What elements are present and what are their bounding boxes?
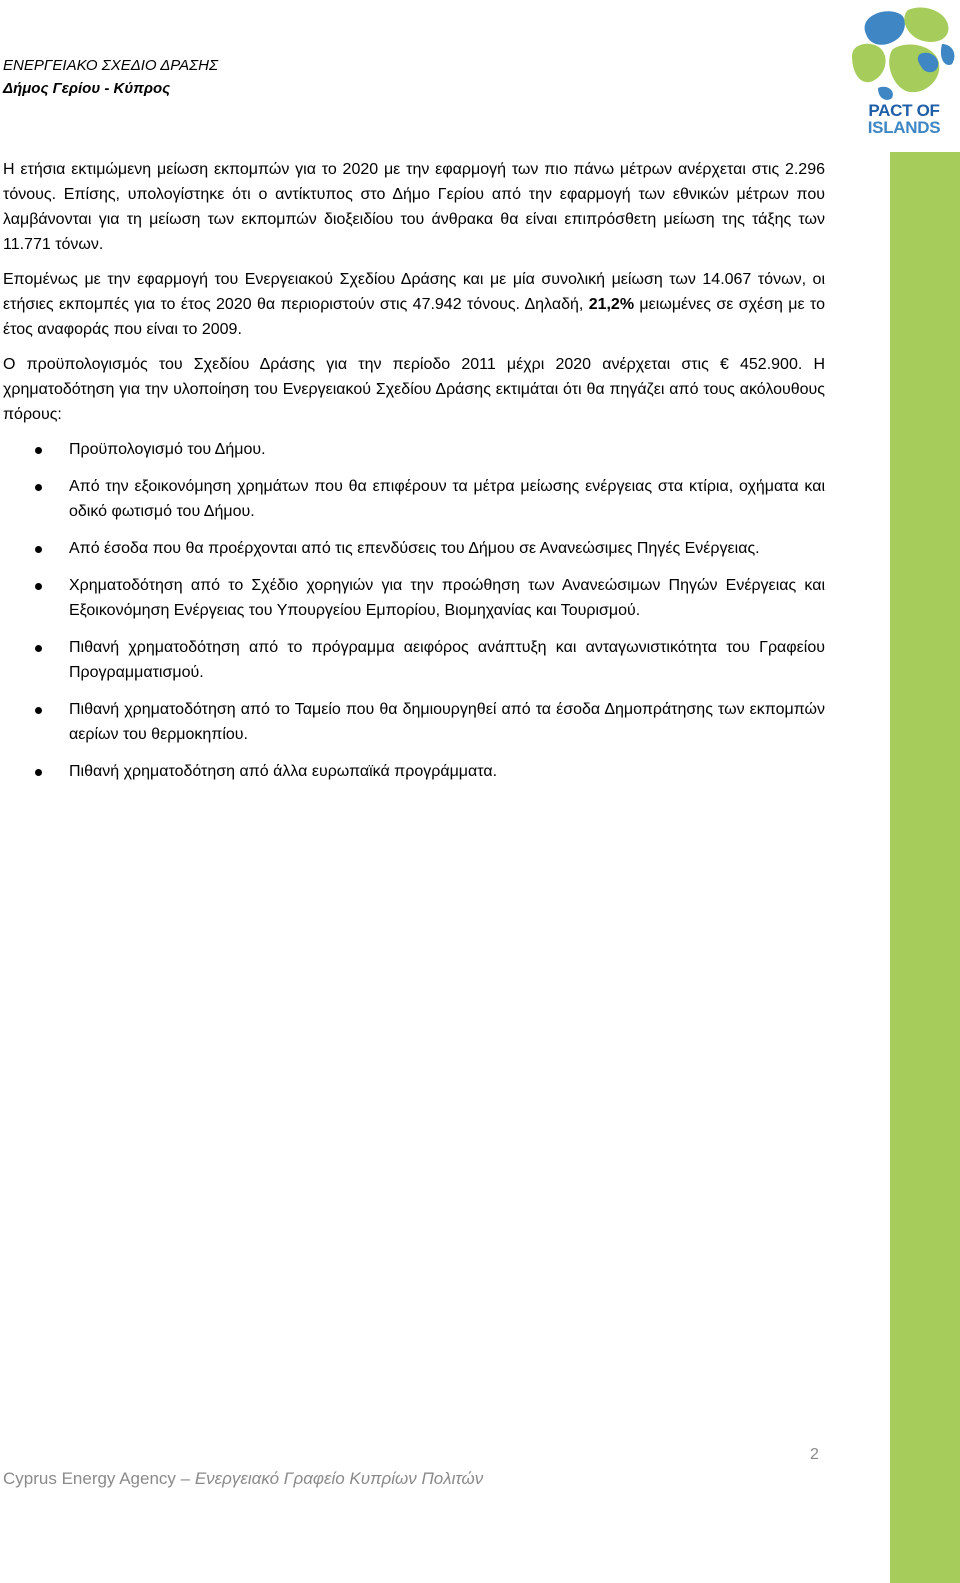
document-title: ΕΝΕΡΓΕΙΑΚΟ ΣΧΕΔΙΟ ΔΡΑΣΗΣ (3, 57, 218, 74)
page-number: 2 (810, 1446, 819, 1463)
side-accent-bar (890, 152, 960, 1583)
document-body (3, 157, 825, 796)
document-header (3, 54, 218, 100)
list-item: Πιθανή χρηματοδότηση από άλλα ευρωπαϊκά προγράμματα. (3, 759, 825, 784)
bullet-icon (35, 546, 42, 553)
footer-separator: – (175, 1469, 195, 1488)
page-footer (3, 1469, 483, 1489)
footer-org-greek: Ενεργειακό Γραφείο Κυπρίων Πολιτών (194, 1469, 484, 1488)
bullet-icon (35, 645, 42, 652)
islands-logo-icon (848, 4, 960, 104)
paragraph-annual-emissions (3, 267, 825, 342)
logo-text-line1: PACT OF (868, 101, 940, 120)
list-item: Προϋπολογισμό του Δήμου. (3, 437, 825, 462)
bullet-icon (35, 769, 42, 776)
funding-sources-list (3, 437, 825, 784)
pact-of-islands-logo (848, 4, 960, 140)
logo-text-line2: ISLANDS (867, 118, 941, 137)
footer-org: Cyprus Energy Agency (3, 1469, 176, 1488)
list-item: Από την εξοικονόμηση χρημάτων που θα επιφέρουν τα μέτρα μείωσης ενέργειας στα κτίρια, οχήματα και οδικό φωτισμό του Δήμου. (3, 474, 825, 524)
bullet-icon (35, 484, 42, 491)
bullet-icon (35, 707, 42, 714)
paragraph-emissions-reduction: Η ετήσια εκτιμώμενη μείωση εκπομπών για το 2020 με την εφαρμογή των πιο πάνω μέτρων ανέρχεται στις 2.296 τόνους. Επίσης, υπολογίστηκε ότι ο αντίκτυπος στο Δήμο Γερίου από την εφαρμογή των εθνικών μέτρων που λαμβάνονται για τη μείωση των εκπομπών διοξειδίου του άνθρακα θα είναι επιπρόσθετη μείωση της τάξης των 11.771 τόνων. (3, 161, 825, 253)
bullet-icon (35, 583, 42, 590)
paragraph-annual-emissions-text-b: μειωμένες σε σχέση με το έτος αναφοράς που είναι το 2009. (3, 296, 826, 338)
list-item: Από έσοδα που θα προέρχονται από τις επενδύσεις του Δήμου σε Ανανεώσιμες Πηγές Ενέργειας. (3, 536, 825, 561)
document-subtitle: Δήμος Γερίου - Κύπρος (3, 80, 171, 97)
bullet-icon (35, 447, 42, 454)
list-item: Πιθανή χρηματοδότηση από το πρόγραμμα αειφόρος ανάπτυξη και ανταγωνιστικότητα του Γραφείου Προγραμματισμού. (3, 635, 825, 685)
list-item: Πιθανή χρηματοδότηση από το Ταμείο που θα δημιουργηθεί από τα έσοδα Δημοπράτησης των εκπομπών αερίων του θερμοκηπίου. (3, 697, 825, 747)
paragraph-budget: Ο προϋπολογισμός του Σχεδίου Δράσης για την περίοδο 2011 μέχρι 2020 ανέρχεται στις € 452.900. Η χρηματοδότηση για την υλοποίηση του Ενεργειακού Σχεδίου Δράσης εκτιμάται ότι θα πηγάζει από τους ακόλουθους πόρους: (3, 356, 825, 423)
reduction-percentage: 21,2% (588, 296, 635, 313)
list-item: Χρηματοδότηση από το Σχέδιο χορηγιών για την προώθηση των Ανανεώσιμων Πηγών Ενέργειας και Εξοικονόμηση Ενέργειας του Υπουργείου Εμπορίου, Βιομηχανίας και Τουρισμού. (3, 573, 825, 623)
paragraph-annual-emissions-text-a: Επομένως με την εφαρμογή του Ενεργειακού Σχεδίου Δράσης και με μία συνολική μείωση των 14.067 τόνων, οι ετήσιες εκπομπές για το έτος 2020 θα περιοριστούν στις 47.942 τόνους. Δηλαδή, (3, 271, 825, 313)
